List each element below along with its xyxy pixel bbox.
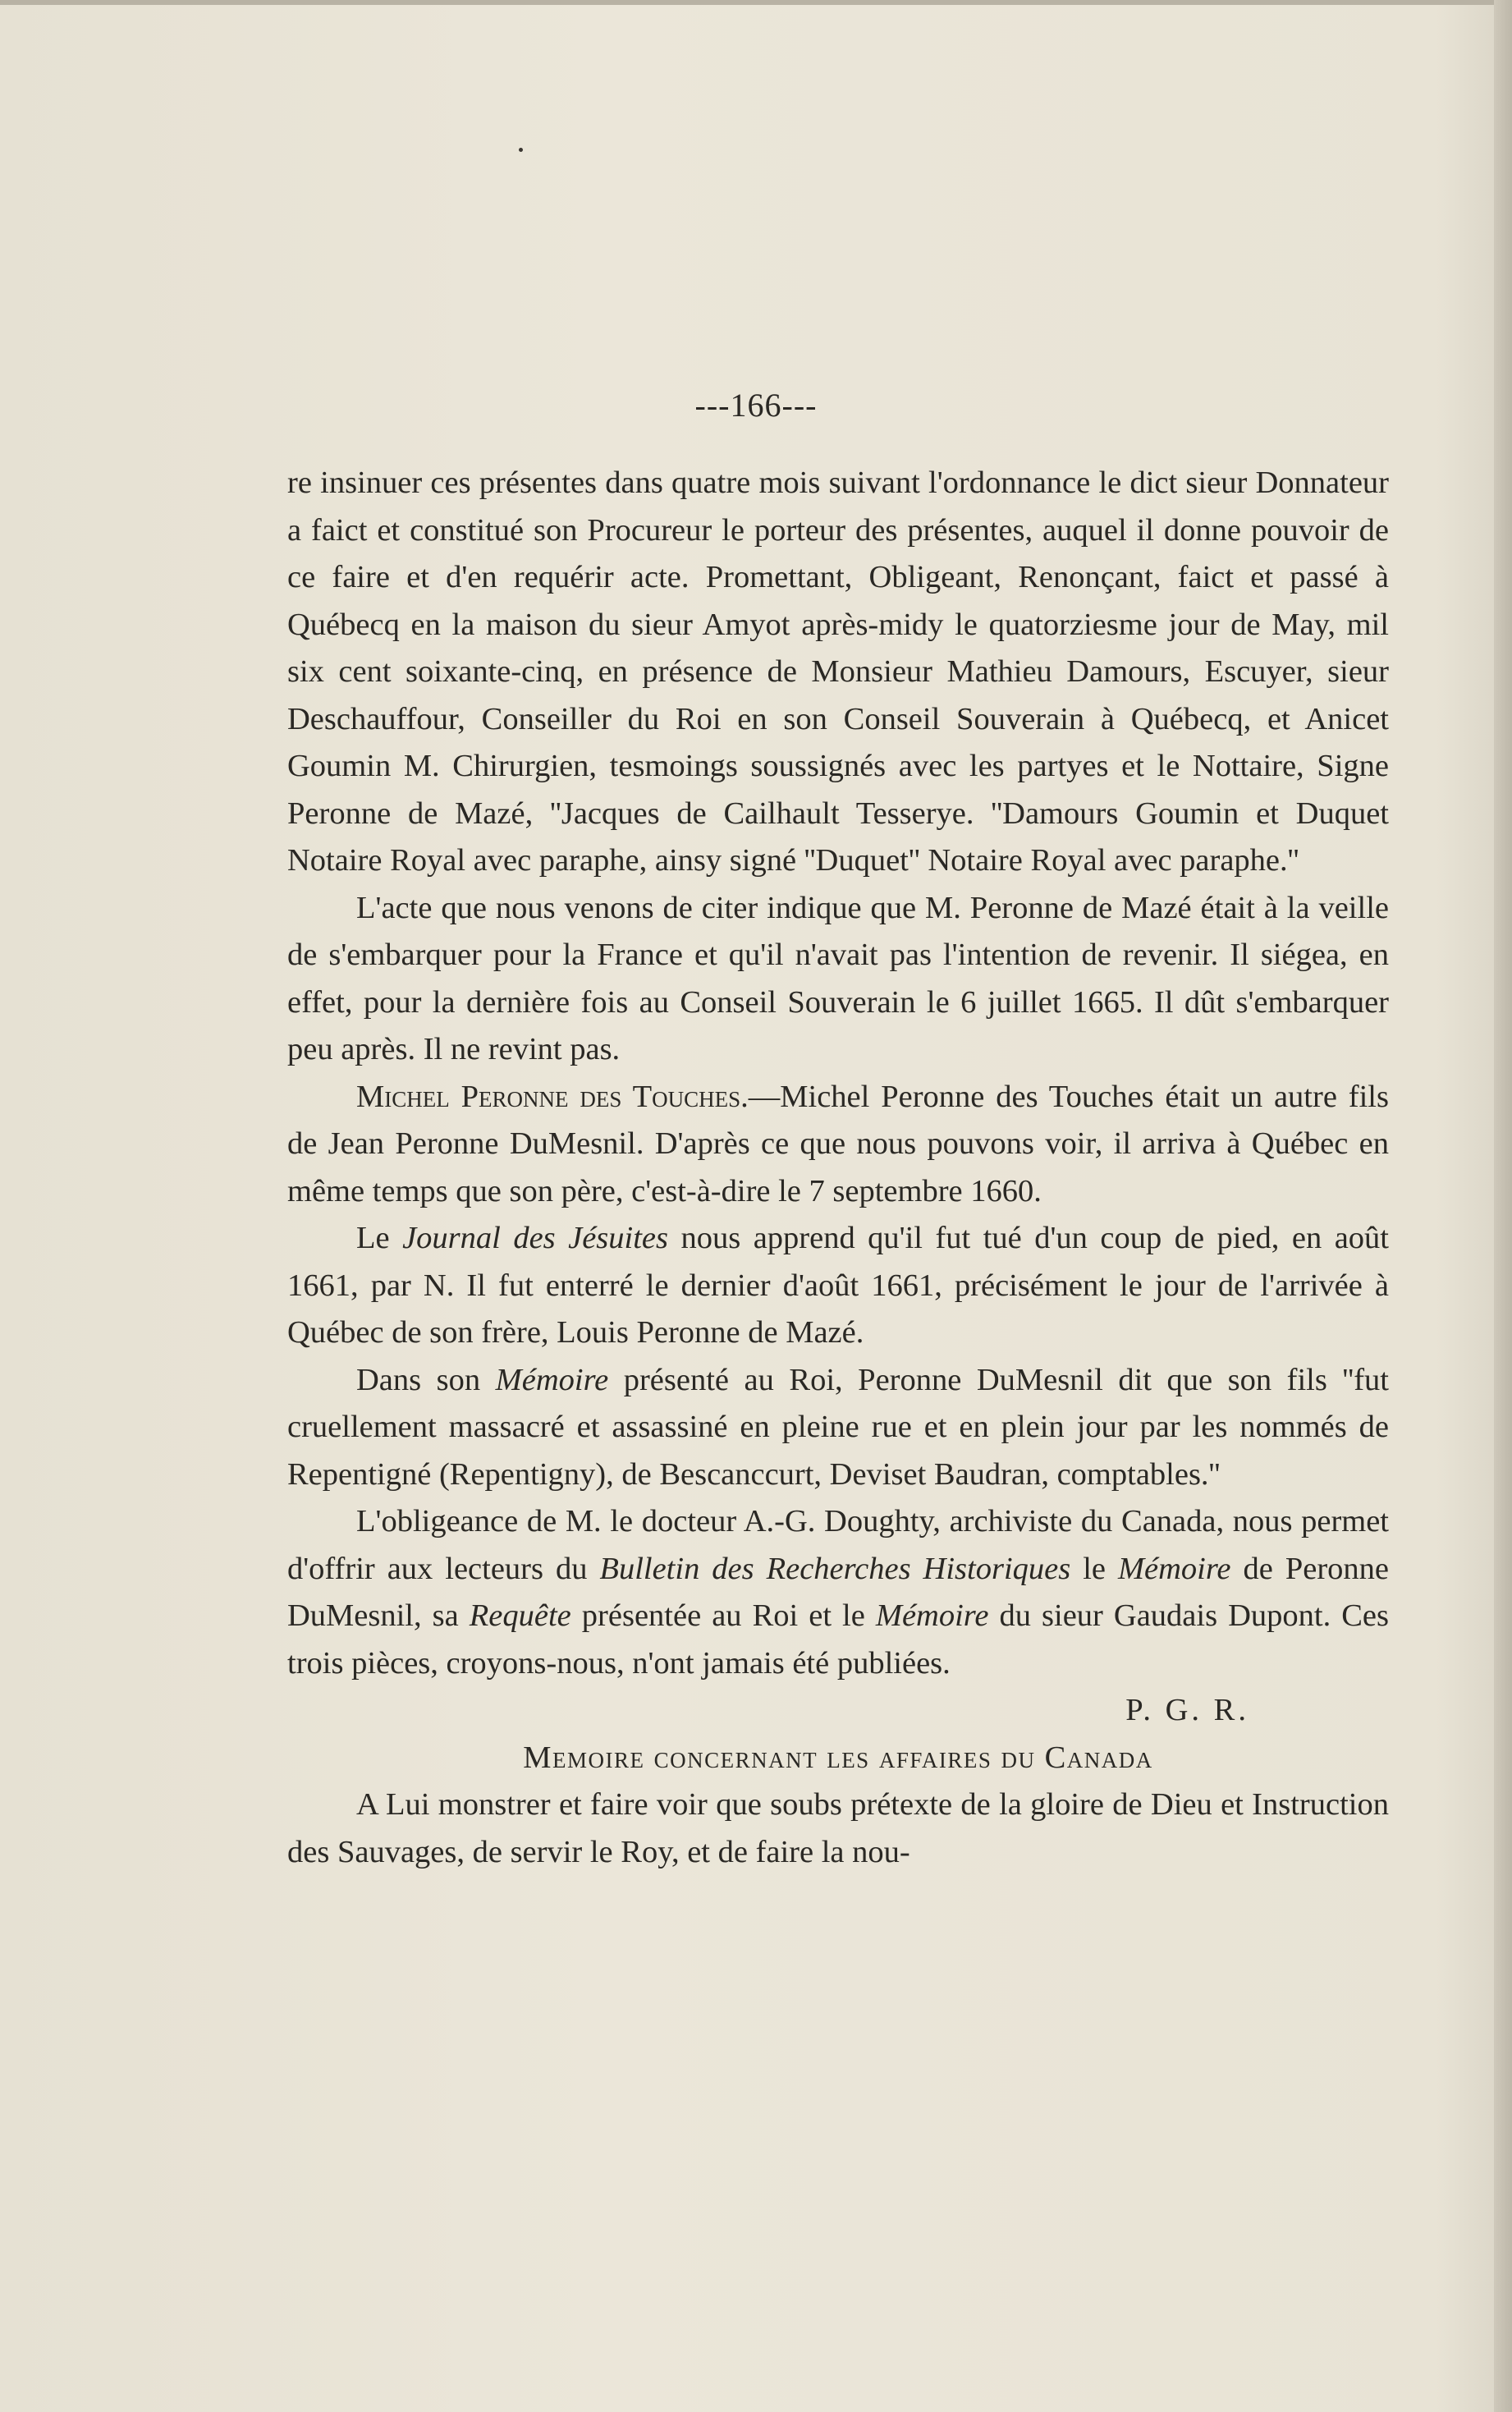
paragraph-3-body: —Michel Peronne des Touches était un autre fils de Jean Peronne DuMesnil. D'après ce que nous pouvons voir, il arriva à Québec en même temps que son père, c'est-à-dire le 7 septembre 1660.	[287, 1079, 1389, 1208]
memoire-title-2: Mémoire	[1117, 1551, 1231, 1586]
memoire-heading: Memoire concernant les affaires du Canada	[523, 1740, 1153, 1775]
section-heading-michel-peronne: Michel Peronne des Touches.	[356, 1079, 749, 1114]
requete-title: Requête	[469, 1598, 571, 1633]
author-signature: P. G. R.	[1125, 1693, 1249, 1727]
paragraph-6-text-a: L'obligeance de M. le docteur A.-G. Doughty, archiviste du Canada, nous permet d'offrir aux lecteurs du	[287, 1504, 1389, 1586]
paragraph-4-text-a: Le	[356, 1221, 403, 1255]
paragraph-5	[287, 1357, 1389, 1499]
paragraph-1: re insinuer ces présentes dans quatre mois suivant l'ordonnance le dict sieur Donnateur a faict et constitué son Procureur le porteur des présentes, auquel il donne pouvoir de ce faire et d'en requérir acte. Promettant, Obligeant, Renonçant, faict et passé à Québecq en la maison du sieur Amyot après-midy le quatorziesme jour de May, mil six cent soixante-cinq, en présence de Monsieur Mathieu Damours, Escuyer, sieur Deschauffour, Conseiller du Roi en son Conseil Souverain à Québecq, et Anicet Goumin M. Chirurgien, tesmoings soussignés avec les partyes et le Nottaire, Signe Peronne de Mazé, ''Jacques de Cailhault Tesserye. ''Damours Goumin et Duquet Notaire Royal avec paraphe, ainsy signé ''Duquet'' Notaire Royal avec paraphe.''	[287, 465, 1389, 878]
page-right-edge	[1494, 0, 1512, 2412]
paragraph-4	[287, 1215, 1389, 1357]
paragraph-7: A Lui monstrer et faire voir que soubs prétexte de la gloire de Dieu et Instruction des Sauvages, de servir le Roy, et de faire la nou-	[287, 1787, 1389, 1869]
bulletin-title: Bulletin des Recherches Historiques	[599, 1551, 1071, 1586]
journal-title: Journal des Jésuites	[402, 1221, 669, 1255]
paragraph-4-text-b: nous apprend qu'il fut tué d'un coup de pied, en août 1661, par N. Il fut enterré le dernier d'août 1661, précisément le jour de l'arrivée à Québec de son frère, Louis Peronne de Mazé.	[287, 1221, 1390, 1350]
memoire-title: Mémoire	[495, 1362, 609, 1397]
paragraph-6-text-d: présentée au Roi et le	[570, 1598, 876, 1633]
page-top-edge	[0, 0, 1512, 5]
memoire-title-3: Mémoire	[875, 1598, 989, 1633]
paragraph-2: L'acte que nous venons de citer indique que M. Peronne de Mazé était à la veille de s'embarquer pour la France et qu'il n'avait pas l'intention de revenir. Il siégea, en effet, pour la dernière fois au Conseil Souverain le 6 juillet 1665. Il dût s'embarquer peu après. Il ne revint pas.	[287, 890, 1389, 1066]
paragraph-5-text-a: Dans son	[356, 1362, 496, 1397]
page-number: ---166---	[694, 387, 818, 424]
paragraph-5-text-b: présenté au Roi, Peronne DuMesnil dit que son fils ''fut cruellement massacré et assassiné en pleine rue et en plein jour par les nommés de Repentigné (Repentigny), de Bescanccurt, Deviset Baudran, comptables.''	[287, 1362, 1389, 1492]
ink-speck	[519, 148, 523, 152]
paragraph-6-text-b: le	[1070, 1551, 1118, 1586]
paragraph-6-text-e: du sieur Gaudais Dupont. Ces trois pièces, croyons-nous, n'ont jamais été publiées.	[287, 1598, 1389, 1681]
paragraph-6-text-c: de Peronne DuMesnil, sa	[287, 1551, 1389, 1633]
body-text	[287, 460, 1389, 1876]
paragraph-6	[287, 1498, 1389, 1687]
paragraph-3	[287, 1074, 1389, 1216]
